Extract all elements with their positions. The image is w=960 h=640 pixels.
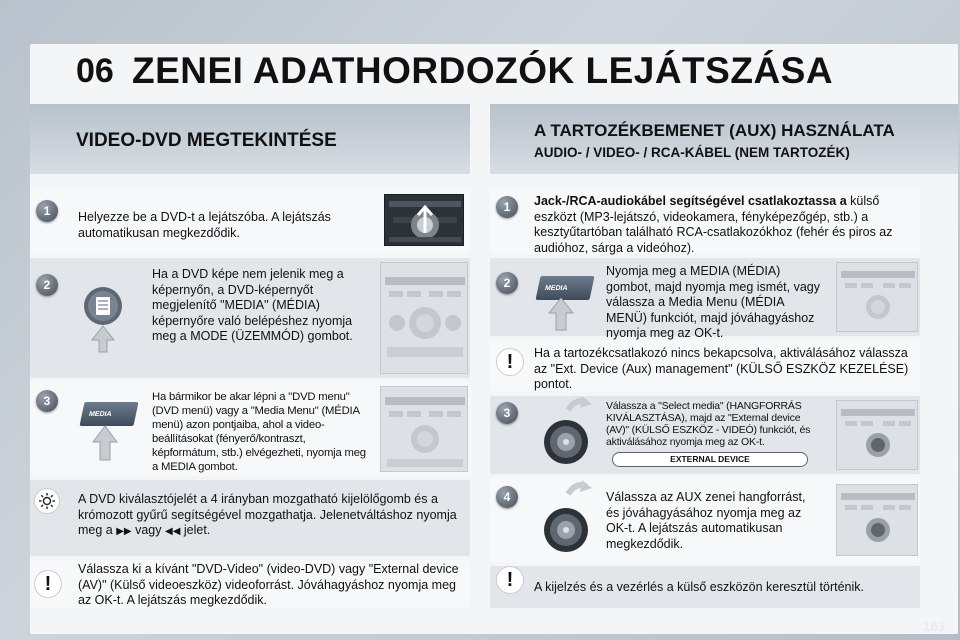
- arrow-up-icon: [90, 424, 120, 467]
- media-button: MEDIA: [535, 276, 594, 300]
- rewind-icon: ◀◀: [165, 526, 181, 537]
- tip-text-b: vagy: [135, 523, 162, 537]
- radio-panel-image: [380, 386, 468, 472]
- dvd-slot-image: [384, 194, 464, 246]
- right-step3-text: Válassza a "Select media" (HANGFORRÁS KIVÁLASZTÁSA), majd az "External device (AV)" (KÜLSŐ ESZKÖZ - VIDEÓ) funkciót, és aktiválásához nyomja meg az OK-t.: [606, 400, 811, 448]
- external-device-label: EXTERNAL DEVICE: [612, 452, 808, 467]
- left-step1-text: Helyezze be a DVD-t a lejátszóba. A lejátszás automatikusan megkezdődik.: [78, 210, 331, 240]
- exclamation-icon: !: [496, 348, 524, 376]
- arrow-up-icon: [546, 296, 576, 337]
- radio-panel-image: [380, 262, 468, 374]
- page-number: 161: [922, 618, 946, 634]
- step-badge: 1: [496, 196, 518, 218]
- right-warning-text: Ha a tartozékcsatlakozó nincs bekapcsolva, aktiválásához válassza az "Ext. Device (Aux) management" (KÜLSŐ ESZKÖZ KEZELÉSE) pontot.: [534, 346, 909, 391]
- radio-panel-image: [836, 262, 918, 332]
- left-section-title: VIDEO-DVD MEGTEKINTÉSE: [76, 130, 337, 151]
- tip-text-a: A DVD kiválasztójelét a 4 irányban mozgatható kijelölőgomb és a krómozott gyűrű segítségével mozgathatja. Jelenetváltáshoz nyomja meg a: [78, 492, 457, 537]
- right-section-title: A TARTOZÉKBEMENET (AUX) HASZNÁLATA: [534, 121, 895, 140]
- step-badge: 2: [496, 272, 518, 294]
- left-tip-text: [78, 492, 464, 540]
- step-badge: 4: [496, 486, 518, 508]
- radio-panel-image: [836, 400, 918, 470]
- right-section-subtitle: AUDIO- / VIDEO- / RCA-KÁBEL (NEM TARTOZÉK): [534, 145, 850, 160]
- sun-icon: [34, 488, 60, 514]
- left-step2-text: Ha a DVD képe nem jelenik meg a képernyőn, a DVD-képernyőt megjelenítő "MEDIA" (MÉDIA) képernyőre való belépéshez nyomja meg a MODE (ÜZEMMÓD) gombot.: [152, 267, 353, 343]
- left-step3-text: Ha bármikor be akar lépni a "DVD menu" (DVD menü) vagy a "Media Menu" (MÉDIA menü) azon pontjaiba, ahol a video-beállításokat (fényerő/kontraszt, képformátum, stb.) elvégezheti, nyomja meg a MEDIA gombot.: [152, 391, 366, 473]
- rotary-knob-icon: [538, 478, 600, 563]
- right-step1-bold: Jack-/RCA-audiokábel segítségével csatlakoztassa a: [534, 194, 847, 208]
- step-badge: 2: [36, 274, 58, 296]
- radio-panel-image: [836, 484, 918, 556]
- step-badge: 3: [36, 390, 58, 412]
- left-note-text: Válassza ki a kívánt "DVD-Video" (video-DVD) vagy "External device (AV)" (Külső videoeszköz) videoforrást. Jóváhagyáshoz nyomja meg az OK-t. A lejátszás megkezdődik.: [78, 562, 459, 607]
- chapter-number: 06: [76, 52, 114, 90]
- exclamation-icon: !: [496, 566, 524, 594]
- right-step4-text: Válassza az AUX zenei hangforrást, és jóváhagyásához nyomja meg az OK-t. A lejátszás automatikusan megkezdődik.: [606, 490, 806, 551]
- right-step1-rest: külső eszközt (MP3-lejátszó, videokamera, fényképezőgép, stb.) a kesztyűtartóban található RCA-csatlakozókhoz (fehér és piros az audióhoz, sárga a videóhoz).: [534, 194, 893, 255]
- fast-forward-icon: ▶▶: [116, 526, 132, 537]
- exclamation-icon: !: [34, 570, 62, 598]
- right-step2-text: Nyomja meg a MEDIA (MÉDIA) gombot, majd nyomja meg ismét, vagy válassza a Media Menu (MÉDIA MENÜ) funkciót, majd jóváhagyáshoz nyomja meg az OK-t.: [606, 264, 820, 340]
- right-note-text: A kijelzés és a vezérlés a külső eszközön keresztül történik.: [534, 580, 865, 594]
- mode-button-icon: [82, 284, 124, 359]
- step-badge: 3: [496, 402, 518, 424]
- media-button: MEDIA: [79, 402, 138, 426]
- tip-text-c: jelet.: [183, 523, 211, 537]
- right-step1-text: [534, 194, 914, 256]
- rotary-knob-icon: [538, 396, 600, 471]
- step-badge: 1: [36, 200, 58, 222]
- page-title: ZENEI ADATHORDOZÓK LEJÁTSZÁSA: [132, 50, 834, 91]
